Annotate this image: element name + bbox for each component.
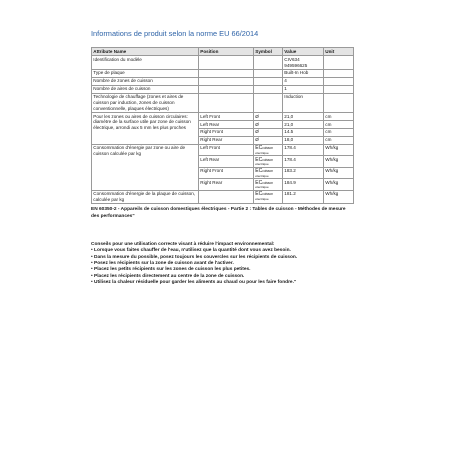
table-header-row: [92, 48, 354, 56]
list-item: • Placez les récipients directement au centre de la zone de cuisson.: [91, 273, 245, 279]
position-cell: Right Rear: [199, 179, 254, 191]
position-cell: Left Rear: [199, 120, 254, 128]
value-cell: 14.5: [283, 128, 324, 136]
value-cell: 178.4: [283, 144, 324, 156]
value-cell: 184.9: [283, 179, 324, 191]
table-row: [92, 144, 354, 156]
header-attribute-name: Attribute Name: [92, 48, 199, 56]
unit-cell: Wh/kg: [324, 144, 354, 156]
attribute-name: Pour les zones ou aires de cuisson circulaires: diamètre de la surface utile par zone de cuisson électrique, arrondi aux 5 mm les plus proches: [92, 113, 199, 145]
symbol-cell: Ø: [254, 128, 283, 136]
unit-cell: cm: [324, 113, 354, 121]
position-cell: Right Rear: [199, 136, 254, 144]
list-item: • Lorsque vous faites chauffer de l'eau, n'utilisez que la quantité dont vous avez besoin.: [91, 248, 291, 254]
attribute-name: Nombre de aires de cuisson: [92, 85, 199, 93]
header-value: Value: [283, 48, 324, 56]
unit-cell: cm: [324, 128, 354, 136]
attribute-name: Identification du modèle: [92, 56, 199, 70]
attribute-value: Built-In Hob: [283, 69, 324, 77]
position-cell: Right Front: [199, 128, 254, 136]
table-row: [92, 56, 354, 70]
unit-cell: Wh/kg: [324, 190, 354, 204]
unit-cell: Wh/kg: [324, 167, 354, 179]
standard-reference: EN 60350-2 - Appareils de cuisson domestiques électriques - Partie 2 : Tables de cuisson - Méthodes de mesure des performances": [91, 207, 346, 219]
symbol-cell: ECcuisson électrique: [254, 167, 283, 179]
tips-heading: Conseils pour une utilisation correcte visant à réduire l'impact environnemental:: [91, 241, 275, 247]
list-item: • Dans la mesure du possible, posez toujours les couvercles sur les récipients de cuisson.: [91, 254, 298, 260]
attribute-value: 1: [283, 85, 324, 93]
value-cell: 178.4: [283, 156, 324, 168]
value-cell: 183.2: [283, 167, 324, 179]
value-cell: 21,0: [283, 120, 324, 128]
page-title: Informations de produit selon la norme EU 66/2014: [91, 29, 259, 38]
symbol-cell: ECcuisson électrique: [254, 144, 283, 156]
table-row: [92, 77, 354, 85]
header-unit: Unit: [324, 48, 354, 56]
attribute-value: Induction: [283, 93, 324, 112]
symbol-cell: Ø: [254, 113, 283, 121]
symbol-cell: ECcuisson électrique: [254, 156, 283, 168]
attribute-name: Consommation d'énergie de la plaque de cuisson, calculée par kg: [92, 190, 199, 204]
list-item: • Placez les petits récipients sur les zones de cuisson les plus petites.: [91, 267, 251, 273]
attribute-name: Technologie de chauffage (zones et aires de cuisson par induction, zones de cuisson conventionnelle, plaques électriques): [92, 93, 199, 112]
value-cell: 181.2: [283, 190, 324, 204]
position-cell: Left Front: [199, 113, 254, 121]
table-row: [92, 85, 354, 93]
unit-cell: cm: [324, 120, 354, 128]
attribute-value: CIV634 949596625: [283, 56, 324, 70]
unit-cell: cm: [324, 136, 354, 144]
header-symbol: Symbol: [254, 48, 283, 56]
table-row: [92, 93, 354, 112]
table-row: [92, 69, 354, 77]
symbol-cell: Ø: [254, 120, 283, 128]
table-row: [92, 190, 354, 204]
product-info-sheet: [91, 29, 353, 286]
symbol-cell: ECcuisson électrique: [254, 190, 283, 204]
position-cell: Left Front: [199, 144, 254, 156]
environmental-tips: [91, 242, 353, 286]
position-cell: Right Front: [199, 167, 254, 179]
attribute-name: Type de plaque: [92, 69, 199, 77]
position-cell: Left Rear: [199, 156, 254, 168]
symbol-cell: Ø: [254, 136, 283, 144]
value-cell: 21,0: [283, 113, 324, 121]
attribute-value: 4: [283, 77, 324, 85]
list-item: • Posez les récipients sur la zone de cuisson avant de l'activer.: [91, 260, 234, 266]
value-cell: 18,0: [283, 136, 324, 144]
table-row: [92, 113, 354, 121]
header-position: Position: [199, 48, 254, 56]
unit-cell: Wh/kg: [324, 179, 354, 191]
list-item: • Utilisez la chaleur résiduelle pour garder les aliments au chaud ou pour les faire fondre.": [91, 279, 297, 285]
attribute-name: Nombre de zones de cuisson: [92, 77, 199, 85]
unit-cell: Wh/kg: [324, 156, 354, 168]
attribute-name: Consommation d'énergie par zone ou aire de cuisson calculée par kg: [92, 144, 199, 190]
product-info-table: [91, 47, 354, 204]
symbol-cell: ECcuisson électrique: [254, 179, 283, 191]
